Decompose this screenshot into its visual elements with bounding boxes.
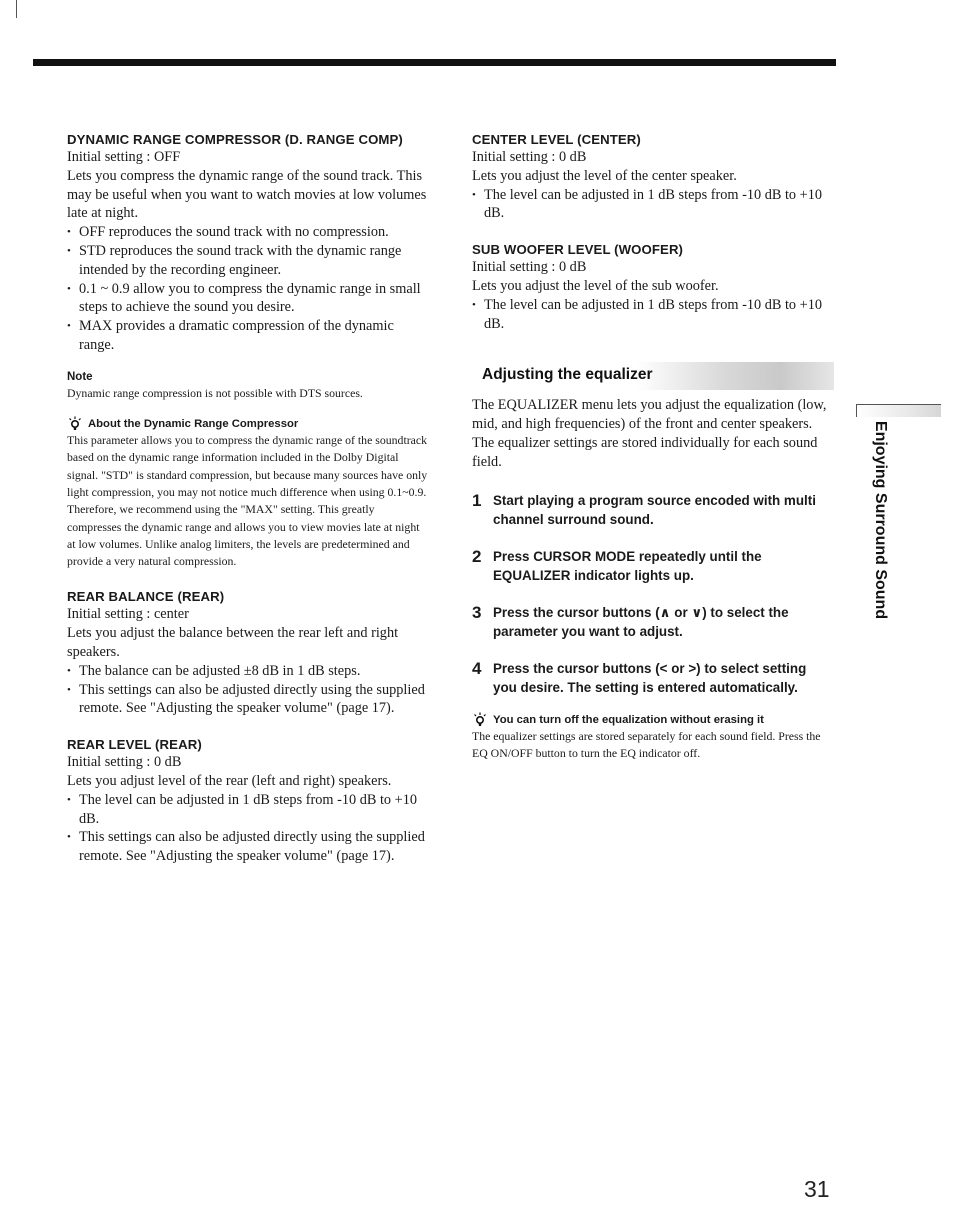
header-rule [33,59,836,66]
tip-p2: Therefore, we recommend using the "MAX" setting. This greatly compresses the dynamic range and allows you to view movies late at night at low volumes. Unlike analog limiters, the levels are predetermined and provide a very natural compression. [67,502,420,569]
woofer-initial: Initial setting : 0 dB [472,259,587,276]
lightbulb-icon [67,416,83,432]
section-tip-eq [472,712,832,763]
rear-level-initial: Initial setting : 0 dB [67,754,182,771]
tip-p1: This parameter allows you to compress the dynamic range of the soundtrack based on the dynamic range information included in the Dolby Digital signal. "STD" is standard compression, but because many sources have only light compression, you may not notice much difference when using 0.1~0.9. [67,433,428,499]
side-tab-marker [856,404,941,417]
section-tip-drc [67,416,429,570]
bullet-item: • This settings can also be adjusted directly using the supplied remote. See "Adjusting the speaker volume" (page 17). [67,828,429,866]
rear-balance-heading: REAR BALANCE (REAR) [67,589,225,605]
drc-initial: Initial setting : OFF [67,149,181,165]
eq-tip-text: The equalizer settings are stored separately for each sound field. Press the EQ ON/OFF button to turn the EQ indicator off. [472,728,821,760]
rear-balance-bullets [67,662,429,718]
right-column [472,131,832,762]
tip-heading: About the Dynamic Range Compressor [88,418,299,431]
eq-tip-heading: You can turn off the equalization without erasing it [493,713,764,726]
drc-heading: DYNAMIC RANGE COMPRESSOR (D. RANGE COMP) [67,132,403,147]
step-number: 4 [472,658,482,678]
center-heading: CENTER LEVEL (CENTER) [472,132,641,147]
bullet-item: • 0.1 ~ 0.9 allow you to compress the dynamic range in small steps to achieve the sound you desire. [67,280,429,318]
rear-level-desc: Lets you adjust level of the rear (left and right) speakers. [67,773,392,790]
bullet-item: • The level can be adjusted in 1 dB steps from -10 dB to +10 dB. [67,791,429,829]
note-heading: Note [67,370,93,383]
bullet-item: • The level can be adjusted in 1 dB steps from -10 dB to +10 dB. [472,296,832,334]
left-column [67,131,429,866]
bullet-item: • OFF reproduces the sound track with no compression. [67,223,429,242]
step-number: 1 [472,490,482,510]
bullet-item: • The level can be adjusted in 1 dB steps from -10 dB to +10 dB. [472,186,832,224]
center-desc: Lets you adjust the level of the center speaker. [472,167,737,184]
rear-level-heading: REAR LEVEL (REAR) [67,737,202,753]
lightbulb-icon [472,712,488,728]
equalizer-banner [474,362,834,390]
step-number: 3 [472,602,482,622]
section-woofer [472,241,832,333]
bullet-item: • The balance can be adjusted ±8 dB in 1 dB steps. [67,662,429,681]
page-number: 31 [804,1176,830,1202]
woofer-heading: SUB WOOFER LEVEL (WOOFER) [472,242,684,258]
equalizer-steps [472,491,832,698]
section-rear-balance [67,588,429,718]
tip-heading-row [472,712,832,728]
rear-balance-initial: Initial setting : center [67,606,189,623]
step-text: Press CURSOR MODE repeatedly until the EQUALIZER indicator lights up. [493,548,762,584]
drc-desc: Lets you compress the dynamic range of the sound track. This may be useful when you want to watch movies at low volumes late at night. [67,167,427,222]
section-note [67,369,429,402]
equalizer-intro: The EQUALIZER menu lets you adjust the equalization (low, mid, and high frequencies) of the front and center speakers. The equalizer settings are stored individually for each sound field. [472,397,827,470]
step-item [472,659,832,698]
side-tab-text: Enjoying Surround Sound [872,420,889,620]
bullet-item: • STD reproduces the sound track with the dynamic range intended by the recording engineer. [67,242,429,280]
equalizer-banner-title: Adjusting the equalizer [482,366,653,384]
step-number: 2 [472,546,482,566]
rear-level-bullets [67,791,429,866]
rear-balance-desc: Lets you adjust the balance between the rear left and right speakers. [67,625,399,661]
bullet-item: • This settings can also be adjusted directly using the supplied remote. See "Adjusting the speaker volume" (page 17). [67,681,429,719]
drc-bullets [67,223,429,355]
section-rear-level [67,736,429,866]
section-drc [67,131,429,355]
tip-heading-row [67,416,429,432]
woofer-bullets [472,296,832,334]
section-center [472,131,832,223]
woofer-desc: Lets you adjust the level of the sub woofer. [472,277,719,294]
step-item [472,603,832,642]
center-initial: Initial setting : 0 dB [472,149,587,165]
step-item [472,491,832,530]
step-text: Press the cursor buttons (∧ or ∨) to select the parameter you want to adjust. [493,604,789,640]
center-bullets [472,186,832,224]
note-text: Dynamic range compression is not possible with DTS sources. [67,385,363,400]
bullet-item: • MAX provides a dramatic compression of the dynamic range. [67,317,429,355]
step-text: Press the cursor buttons (< or >) to select setting you desire. The setting is entered automatically. [493,660,807,696]
step-text: Start playing a program source encoded with multi channel surround sound. [493,492,816,528]
crop-mark [16,0,17,18]
step-item [472,547,832,586]
